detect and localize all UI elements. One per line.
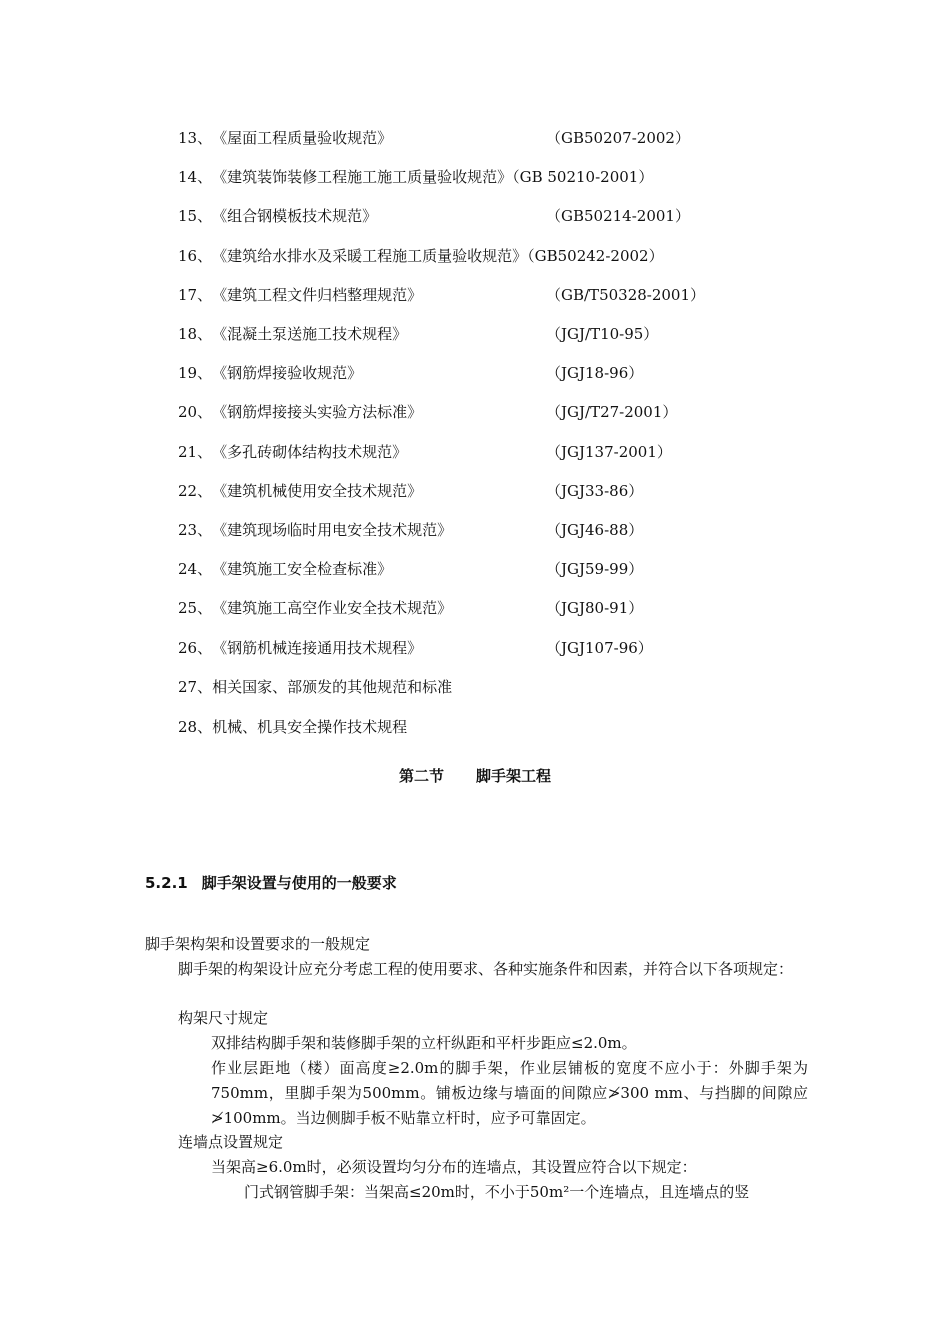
- subsection-heading: [145, 871, 397, 895]
- reference-number: 20、: [178, 403, 213, 421]
- reference-number: 16、: [178, 247, 213, 265]
- reference-title: 《建筑施工高空作业安全技术规范》: [212, 599, 453, 617]
- reference-number: 23、: [178, 521, 213, 539]
- reference-title: 《多孔砖砌体结构技术规范》: [212, 443, 408, 461]
- reference-title: 《建筑工程文件归档整理规范》: [212, 286, 423, 304]
- body-rule-spacing: 双排结构脚手架和装修脚手架的立杆纵距和平杆步距应≤2.0m。: [211, 1034, 637, 1052]
- reference-number: 27、: [178, 678, 213, 696]
- reference-title: 《建筑机械使用安全技术规范》: [212, 482, 423, 500]
- reference-item-21: [178, 440, 672, 464]
- reference-item-18: [178, 322, 659, 346]
- reference-number: 13、: [178, 129, 213, 147]
- subsection-number: 5.2.1: [145, 874, 188, 892]
- body-rule-platform-width: 作业层距地（楼）面高度≥2.0m的脚手架，作业层铺板的宽度不应小于：外脚手架为750mm，里脚手架为500mm。铺板边缘与墙面的间隙应≯300 mm、与挡脚的间隙应≯100mm。当边侧脚手板不贴靠立杆时，应予可靠固定。: [211, 1059, 808, 1127]
- reference-title: 《组合钢模板技术规范》: [212, 207, 378, 225]
- reference-code: （GB 50210-2001）: [512, 168, 654, 186]
- reference-item-27: [178, 675, 452, 699]
- subsection-title: 脚手架设置与使用的一般要求: [201, 874, 397, 892]
- reference-text: 机械、机具安全操作技术规程: [212, 718, 408, 736]
- reference-item-14: [178, 165, 653, 189]
- reference-number: 22、: [178, 482, 213, 500]
- reference-number: 14、: [178, 168, 213, 186]
- body-heading-dimensions: 构架尺寸规定: [178, 1009, 269, 1027]
- reference-item-13: [178, 126, 690, 150]
- body-paragraph-intro: 脚手架的构架设计应充分考虑工程的使用要求、各种实施条件和因素，并符合以下各项规定：: [178, 960, 794, 978]
- reference-code: （JGJ46-88）: [546, 521, 644, 539]
- reference-code: （JGJ18-96）: [546, 364, 644, 382]
- body-heading-general: 脚手架构架和设置要求的一般规定: [145, 935, 371, 953]
- reference-item-28: [178, 715, 407, 739]
- reference-title: 《建筑装饰装修工程施工施工质量验收规范》: [212, 168, 513, 186]
- reference-item-22: [178, 479, 644, 503]
- reference-title: 《钢筋焊接接头实验方法标准》: [212, 403, 423, 421]
- reference-code: （JGJ59-99）: [546, 560, 644, 578]
- reference-item-26: [178, 636, 653, 660]
- section-title: 脚手架工程: [476, 767, 552, 785]
- body-heading-wall-ties: 连墙点设置规定: [178, 1133, 284, 1151]
- reference-item-25: [178, 596, 644, 620]
- section-heading: [0, 764, 950, 788]
- reference-title: 《建筑现场临时用电安全技术规范》: [212, 521, 453, 539]
- reference-code: （JGJ/T10-95）: [546, 325, 659, 343]
- reference-title: 《屋面工程质量验收规范》: [212, 129, 393, 147]
- reference-number: 15、: [178, 207, 213, 225]
- body-rule-wall-ties: 当架高≥6.0m时，必须设置均匀分布的连墙点，其设置应符合以下规定：: [211, 1158, 697, 1176]
- reference-code: （GB50207-2002）: [546, 129, 690, 147]
- reference-title: 《建筑施工安全检查标准》: [212, 560, 393, 578]
- reference-code: （JGJ/T27-2001）: [546, 403, 678, 421]
- reference-number: 18、: [178, 325, 213, 343]
- reference-title: 《钢筋焊接验收规范》: [212, 364, 363, 382]
- reference-item-15: [178, 204, 690, 228]
- reference-item-19: [178, 361, 644, 385]
- reference-item-20: [178, 400, 678, 424]
- section-number: 第二节: [398, 767, 444, 785]
- reference-item-24: [178, 557, 644, 581]
- reference-title: 《建筑给水排水及采暖工程施工质量验收规范》: [212, 247, 528, 265]
- reference-code: （GB50242-2002）: [527, 247, 664, 265]
- body-rule-door-frame: 门式钢管脚手架：当架高≤20m时，不小于50m²一个连墙点，且连墙点的竖: [244, 1183, 750, 1201]
- reference-text: 相关国家、部颁发的其他规范和标准: [212, 678, 453, 696]
- reference-number: 26、: [178, 639, 213, 657]
- reference-item-16: [178, 244, 664, 268]
- reference-number: 25、: [178, 599, 213, 617]
- reference-number: 28、: [178, 718, 213, 736]
- reference-title: 《钢筋机械连接通用技术规程》: [212, 639, 423, 657]
- reference-number: 21、: [178, 443, 213, 461]
- reference-title: 《混凝土泵送施工技术规程》: [212, 325, 408, 343]
- reference-code: （JGJ107-96）: [546, 639, 653, 657]
- reference-code: （JGJ137-2001）: [546, 443, 672, 461]
- reference-item-23: [178, 518, 644, 542]
- reference-number: 19、: [178, 364, 213, 382]
- reference-code: （JGJ33-86）: [546, 482, 644, 500]
- reference-number: 17、: [178, 286, 213, 304]
- reference-code: （JGJ80-91）: [546, 599, 644, 617]
- reference-code: （GB50214-2001）: [546, 207, 690, 225]
- reference-item-17: [178, 283, 706, 307]
- reference-number: 24、: [178, 560, 213, 578]
- reference-code: （GB/T50328-2001）: [546, 286, 706, 304]
